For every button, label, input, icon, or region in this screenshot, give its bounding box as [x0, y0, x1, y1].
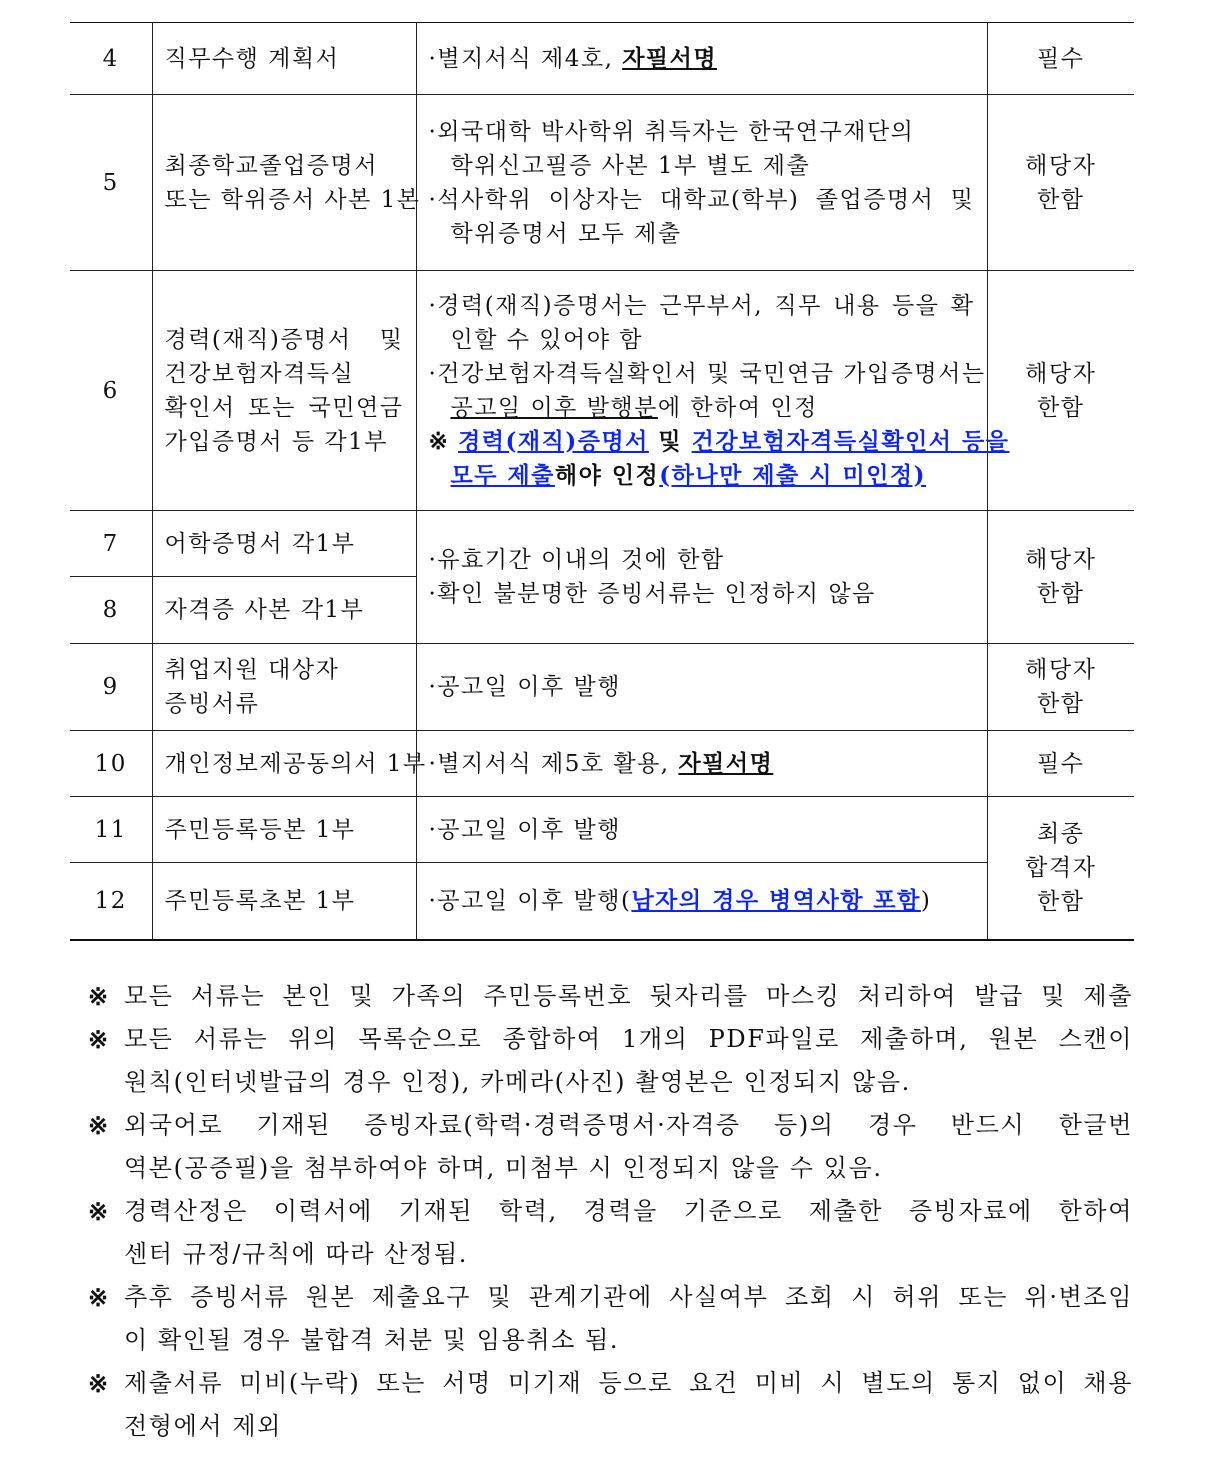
table-row [70, 95, 1134, 271]
signature-emphasis: 자필서명 [622, 44, 718, 72]
document-description: ·공고일 이후 발행 [416, 797, 987, 863]
note-item: ※ 제출서류 미비(누락) 또는 서명 미기재 등으로 요건 미비 시 별도의 통지 없이 채용 전형에서 제외 [88, 1362, 1133, 1448]
row-number: 10 [70, 731, 152, 797]
requirement-cell: 필수 [987, 731, 1134, 797]
notes-section [88, 975, 1133, 1448]
row-number: 9 [70, 644, 152, 731]
note-item: ※ 모든 서류는 본인 및 가족의 주민등록번호 뒷자리를 마스킹 처리하여 발급 및 제출 [88, 975, 1133, 1018]
table-row [70, 644, 1134, 731]
row-number: 8 [70, 577, 152, 644]
note-item: ※ 추후 증빙서류 원본 제출요구 및 관계기관에 사실여부 조회 시 허위 또는 위·변조임 이 확인될 경우 불합격 처분 및 임용취소 됨. [88, 1276, 1133, 1362]
table-row [70, 23, 1134, 95]
document-name: 개인정보제공동의서 1부 [152, 731, 416, 797]
table-row [70, 863, 1134, 940]
document-description: ·공고일 이후 발행 [416, 644, 987, 731]
signature-emphasis: 자필서명 [678, 749, 774, 777]
row-number: 11 [70, 797, 152, 863]
note-mark-icon: ※ [88, 982, 110, 1011]
note-mark-icon: ※ [88, 1197, 110, 1226]
requirement-cell: 해당자 한함 [987, 511, 1134, 644]
document-name: 어학증명서 각1부 [152, 511, 416, 577]
document-name: 경력(재직)증명서 및 건강보험자격득실 확인서 또는 국민연금 가입증명서 등 각1부 [152, 271, 416, 511]
requirement-cell: 해당자 한함 [987, 644, 1134, 731]
note-mark-icon: ※ [88, 1025, 110, 1054]
note-item: ※ 외국어로 기재된 증빙자료(학력·경력증명서·자격증 등)의 경우 반드시 한글번 역본(공증필)을 첨부하여야 하며, 미첨부 시 인정되지 않을 수 있음. [88, 1104, 1133, 1190]
document-name: 주민등록초본 1부 [152, 863, 416, 940]
document-list-table [70, 22, 1134, 941]
document-description: ·외국대학 박사학위 취득자는 한국연구재단의 학위신고필증 사본 1부 별도 제출 ·석사학위 이상자는 대학교(학부) 졸업증명서 및 학위증명서 모두 제출 [416, 95, 987, 271]
document-name: 주민등록등본 1부 [152, 797, 416, 863]
document-description: ·별지서식 제4호, 자필서명 [416, 23, 987, 95]
note-mark-icon: ※ [88, 1283, 110, 1312]
requirement-cell: 필수 [987, 23, 1134, 95]
table-row [70, 511, 1134, 577]
note-mark-icon: ※ [88, 1111, 110, 1140]
document-description: ·경력(재직)증명서는 근무부서, 직무 내용 등을 확 인할 수 있어야 함 ·건강보험자격득실확인서 및 국민연금 가입증명서는 공고일 이후 발행분에 한하여 인정 ※ 경력(재직)증명서 및 건강보험자격득실확인서 등을 모두 제출해야 인정(하나만 제출 시 미인정) [416, 271, 987, 511]
note-mark-icon: ※ [88, 1369, 110, 1398]
document-name: 자격증 사본 각1부 [152, 577, 416, 644]
military-note-emphasis: 남자의 경우 병역사항 포함 [631, 886, 921, 914]
document-description: ·공고일 이후 발행(남자의 경우 병역사항 포함) [416, 863, 987, 940]
requirement-cell: 해당자 한함 [987, 95, 1134, 271]
note-mark-icon: ※ [428, 427, 450, 455]
table-row [70, 797, 1134, 863]
requirement-cell: 최종 합격자 한함 [987, 797, 1134, 940]
document-description: ·유효기간 이내의 것에 한함 ·확인 불분명한 증빙서류는 인정하지 않음 [416, 511, 987, 644]
note-item: ※ 경력산정은 이력서에 기재된 학력, 경력을 기준으로 제출한 증빙자료에 한하여 센터 규정/규칙에 따라 산정됨. [88, 1190, 1133, 1276]
document-name: 취업지원 대상자 증빙서류 [152, 644, 416, 731]
document-name: 직무수행 계획서 [152, 23, 416, 95]
row-number: 4 [70, 23, 152, 95]
document-description: ·별지서식 제5호 활용, 자필서명 [416, 731, 987, 797]
document-name: 최종학교졸업증명서 또는 학위증서 사본 1본 [152, 95, 416, 271]
table-row [70, 271, 1134, 511]
table-row [70, 731, 1134, 797]
row-number: 7 [70, 511, 152, 577]
note-item: ※ 모든 서류는 위의 목록순으로 종합하여 1개의 PDF파일로 제출하며, 원본 스캔이 원칙(인터넷발급의 경우 인정), 카메라(사진) 촬영본은 인정되지 않음. [88, 1018, 1133, 1104]
requirement-cell: 해당자 한함 [987, 271, 1134, 511]
row-number: 6 [70, 271, 152, 511]
row-number: 12 [70, 863, 152, 940]
row-number: 5 [70, 95, 152, 271]
